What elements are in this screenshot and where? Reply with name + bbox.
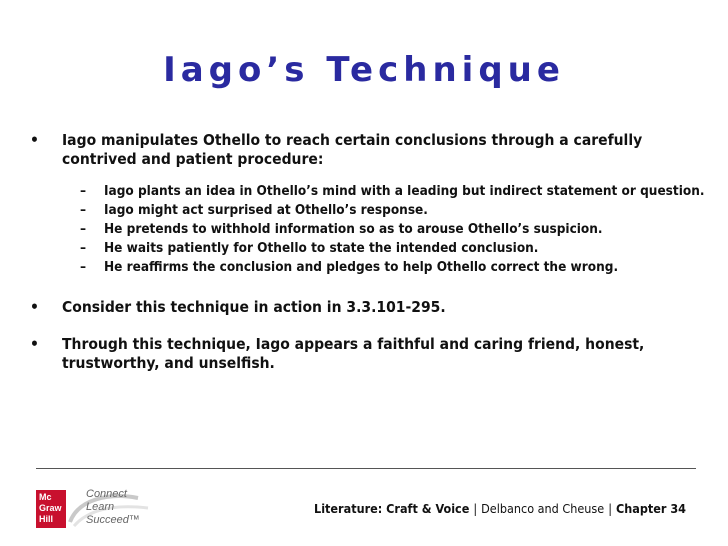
bullet-dot-icon: • <box>30 131 39 149</box>
bullet-dot-icon: • <box>30 335 39 353</box>
logo-tagline: Connect Learn Succeed™ <box>86 488 140 526</box>
bullet-text: Iago manipulates Othello to reach certain conclusions through a carefully contrived and patient procedure: <box>62 131 643 168</box>
sub-bullet-list <box>28 183 708 276</box>
bullet-item <box>28 335 708 373</box>
sub-bullet-text: He pretends to withhold information so as to arouse Othello’s suspicion. <box>104 221 603 237</box>
dash-icon: – <box>80 183 87 199</box>
dash-icon: – <box>80 259 87 275</box>
footer-citation <box>314 501 686 516</box>
slide-content <box>28 131 708 373</box>
publisher-logo <box>36 486 156 534</box>
sub-bullet-text: Iago plants an idea in Othello’s mind with a leading but indirect statement or question. <box>104 183 705 199</box>
slide-title: Iago’s Technique <box>163 50 565 90</box>
bullet-dot-icon: • <box>30 298 39 316</box>
sub-bullet-item <box>28 183 708 200</box>
bullet-item <box>28 298 708 317</box>
footer-chapter: Chapter 34 <box>615 501 686 516</box>
dash-icon: – <box>80 202 87 218</box>
bullet-item <box>28 131 708 169</box>
dash-icon: – <box>80 221 87 237</box>
bullet-text: Consider this technique in action in 3.3.101-295. <box>62 298 446 316</box>
sub-bullet-text: Iago might act surprised at Othello’s response. <box>104 202 428 218</box>
footer-book-title: Literature: Craft & Voice <box>314 501 470 516</box>
footer-authors: Delbanco and Cheuse <box>481 501 605 516</box>
sub-bullet-item <box>28 221 708 238</box>
sub-bullet-item <box>28 202 708 219</box>
sub-bullet-text: He waits patiently for Othello to state the intended conclusion. <box>104 240 539 256</box>
dash-icon: – <box>80 240 87 256</box>
logo-mark: Mc Graw Hill <box>36 490 66 528</box>
bullet-text: Through this technique, Iago appears a faithful and caring friend, honest, trustworthy, and unselfish. <box>62 335 645 372</box>
footer-divider <box>36 468 696 469</box>
sub-bullet-item <box>28 240 708 257</box>
sub-bullet-text: He reaffirms the conclusion and pledges to help Othello correct the wrong. <box>104 259 619 275</box>
sub-bullet-item <box>28 259 708 276</box>
footer-separator: | <box>608 501 612 516</box>
footer-separator: | <box>473 501 478 516</box>
